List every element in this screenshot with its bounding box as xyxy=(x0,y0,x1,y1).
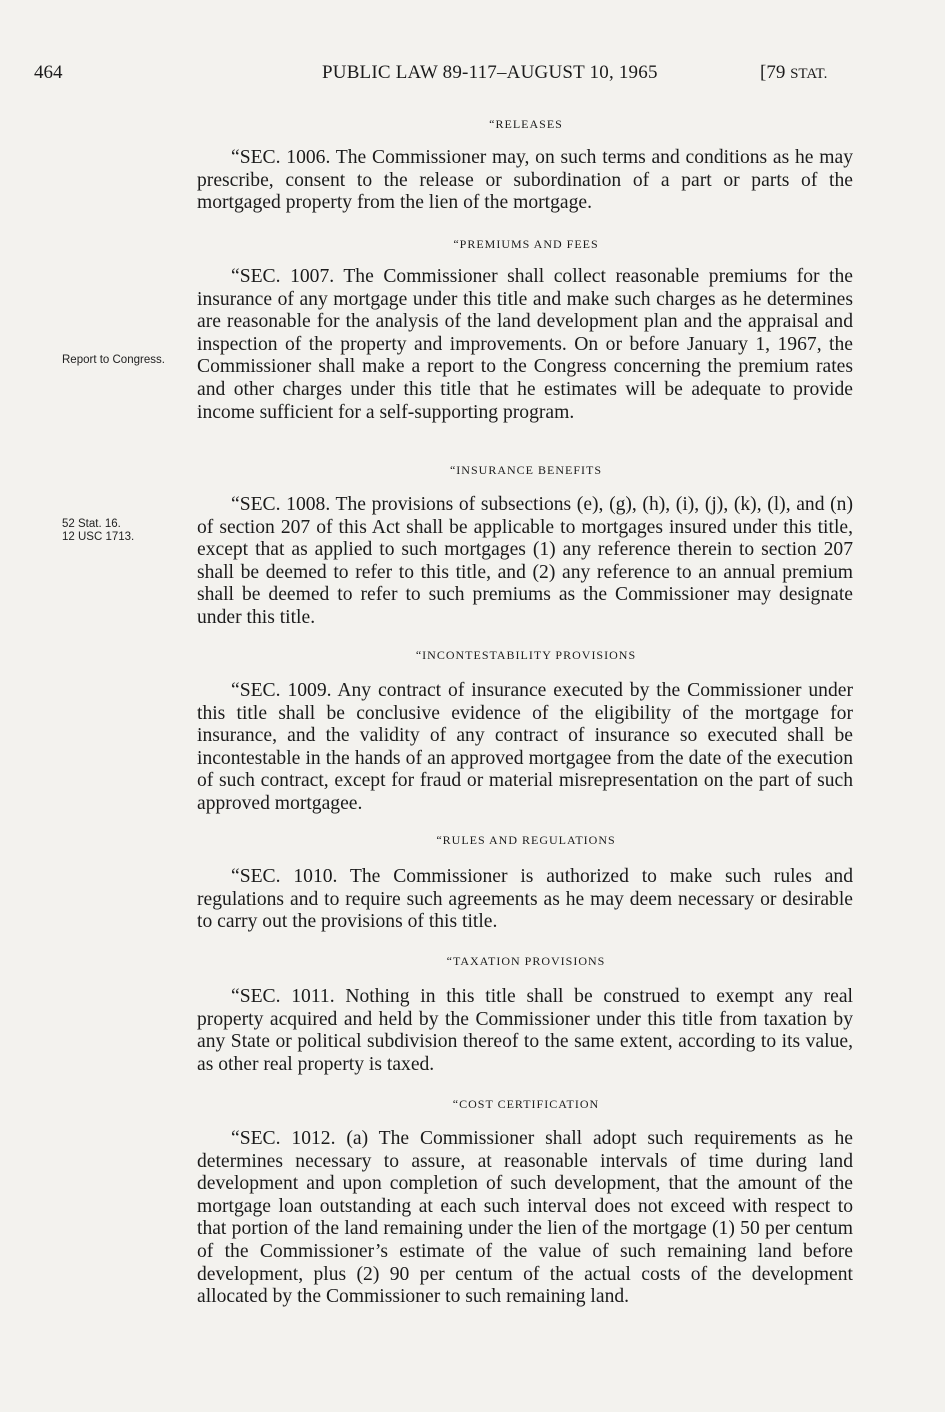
page-number: 464 xyxy=(34,62,63,83)
section-heading-incontestability: “INCONTESTABILITY PROVISIONS xyxy=(415,648,637,662)
section-1008-text: “SEC. 1008. The provisions of subsections (e), (g), (h), (i), (j), (k), (l), and (n) of section 207 of this Act shall be applicable to mortgages insured under this title, except that as applied to such mortgages (1) any reference therein to section 207 shall be deemed to refer to this title, and (2) any reference to an annual premium shall be deemed to refer to such premiums as the Commissioner may designate under this title. xyxy=(197,494,853,628)
section-heading-cost-certification: “COST CERTIFICATION xyxy=(452,1097,600,1111)
page-header xyxy=(0,62,945,88)
section-heading-releases: “RELEASES xyxy=(489,117,563,131)
margin-note-report: Report to Congress. xyxy=(62,354,165,366)
section-1009-text: “SEC. 1009. Any contract of insurance executed by the Commissioner under this title shall be conclusive evidence of the eligibility of the mortgage for insurance, and the validity of any contract of insurance so executed shall be incontestable in the hands of an approved mortgagee from the date of the execution of such contract, except for fraud or material misrepresentation on the part of such approved mortgagee. xyxy=(197,680,853,814)
statute-reference-volume: [79 xyxy=(760,62,791,83)
running-title: PUBLIC LAW 89-117–AUGUST 10, 1965 xyxy=(322,62,658,83)
margin-note-usc: 12 USC 1713. xyxy=(62,531,135,543)
section-heading-premiums: “PREMIUMS AND FEES xyxy=(453,237,599,251)
section-1006-text: “SEC. 1006. The Commissioner may, on such terms and conditions as he may prescribe, consent to the release or subordination of a part or parts of the mortgaged property from the lien of the mortgage. xyxy=(197,147,853,214)
section-heading-insurance-benefits: “INSURANCE BENEFITS xyxy=(449,463,602,477)
section-1007-text: “SEC. 1007. The Commissioner shall collect reasonable premiums for the insurance of any mortgage under this title and make such charges as he determines are reasonable for the analysis of the land development plan and the appraisal and inspection of the property and improvements. On or before January 1, 1967, the Commissioner shall make a report to the Congress concerning the premium rates and other charges under this title that he estimates will be adequate to provide income sufficient for a self-supporting program. xyxy=(197,266,853,423)
statute-reference xyxy=(760,62,827,84)
section-heading-rules: “RULES AND REGULATIONS xyxy=(436,833,616,847)
margin-note-stat: 52 Stat. 16. xyxy=(62,518,121,530)
section-heading-taxation: “TAXATION PROVISIONS xyxy=(446,954,606,968)
section-1010-text: “SEC. 1010. The Commissioner is authorized to make such rules and regulations and to require such agreements as he may deem necessary or desirable to carry out the provisions of this title. xyxy=(197,866,853,933)
section-1011-text: “SEC. 1011. Nothing in this title shall be construed to exempt any real property acquired and held by the Commissioner under this title from taxation by any State or political subdivision thereof to the same extent, according to its value, as other real property is taxed. xyxy=(197,986,853,1075)
section-1012-text: “SEC. 1012. (a) The Commissioner shall adopt such requirements as he determines necessary to assure, at reasonable intervals of time during land development and upon completion of such development, that the amount of the mortgage loan outstanding at each such interval does not exceed with respect to that portion of the land remaining under the lien of the mortgage (1) 50 per centum of the Commissioner’s estimate of the value of such remaining land before development, plus (2) 90 per centum of the actual costs of the development allocated by the Commissioner to such remaining land. xyxy=(197,1128,853,1308)
statute-reference-word: STAT. xyxy=(790,66,828,82)
